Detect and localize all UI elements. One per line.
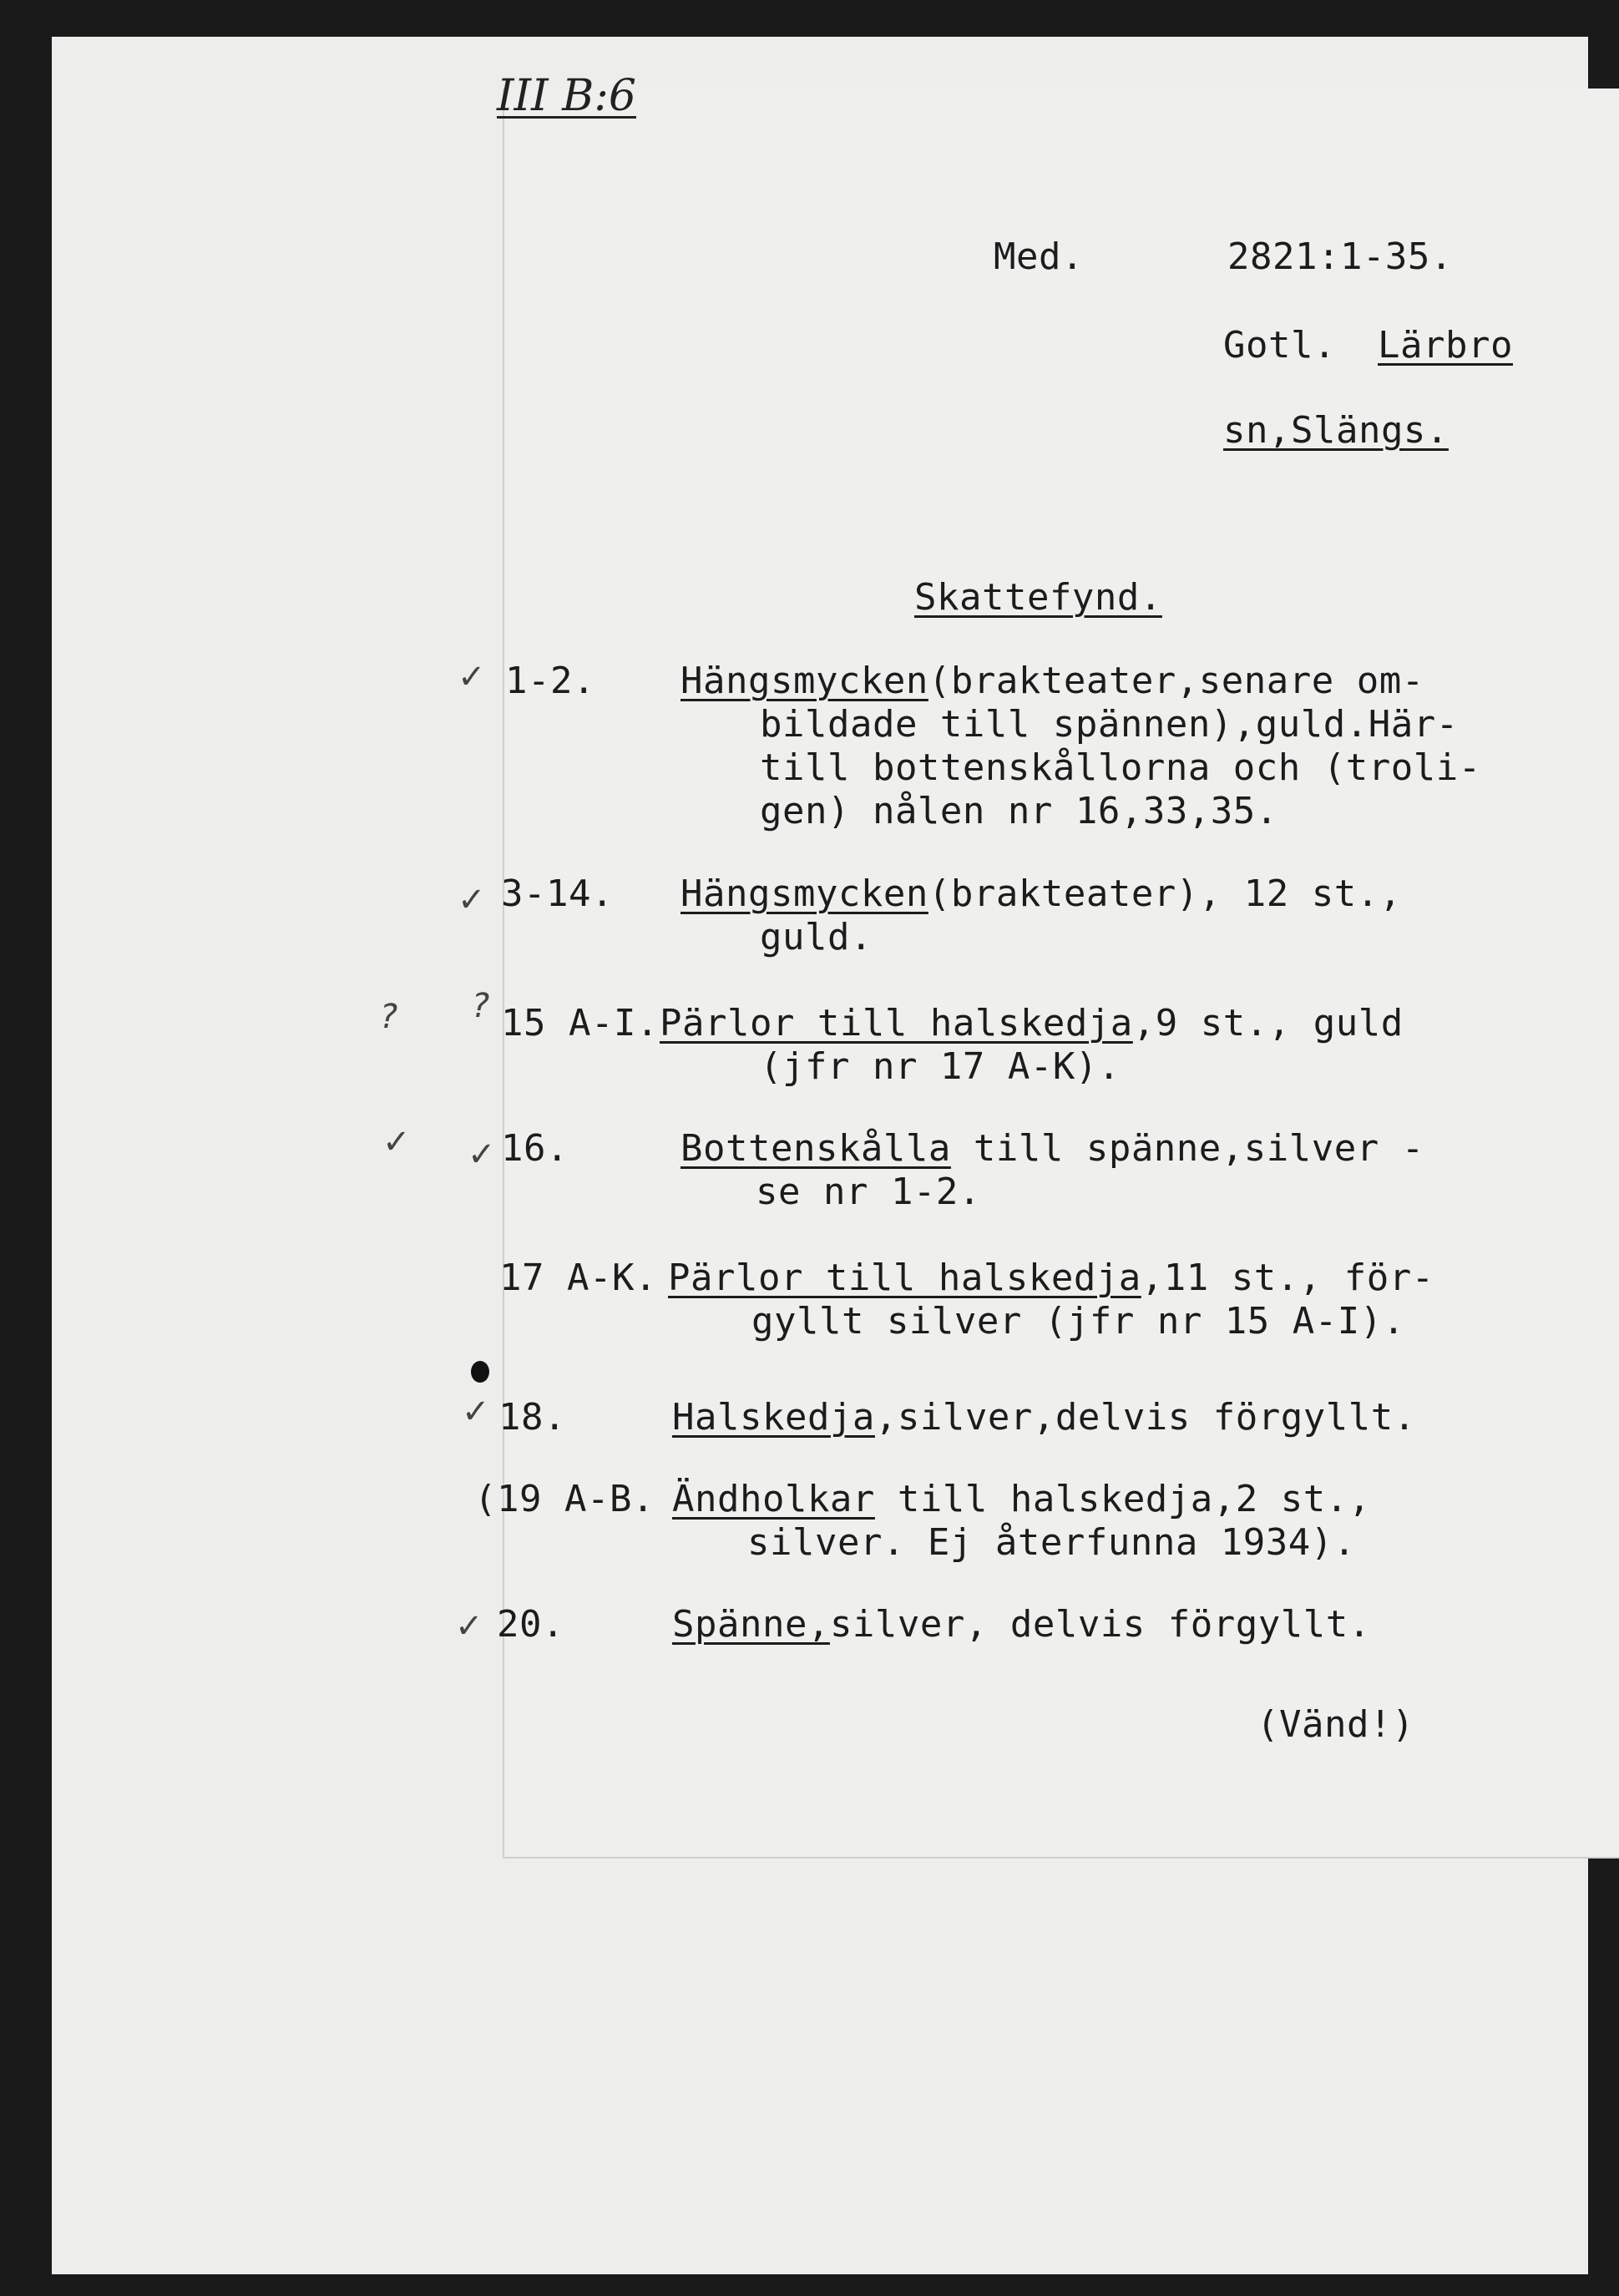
entry-term: Pärlor till halskedja [660, 1002, 1133, 1044]
entry-number: 16. [501, 1127, 569, 1170]
entry-line: silver. Ej återfunna 1934). [747, 1521, 1356, 1564]
entry-line: se nr 1-2. [756, 1171, 981, 1213]
entry-line: till bottenskållorna och (troli- [760, 746, 1481, 789]
entry-text: till halskedja,2 st., [874, 1478, 1371, 1520]
parish-name: Lärbro [1378, 324, 1513, 367]
question-mark-icon: ? [472, 987, 490, 1025]
entry-line [668, 1257, 1434, 1299]
entry-number: 1-2. [505, 660, 595, 702]
catalogue-number: 2821:1-35. [1227, 235, 1453, 278]
find-title: Skattefynd. [914, 576, 1162, 619]
archive-mark: III B:6 [497, 71, 636, 121]
turn-over-note: (Vänd!) [1257, 1703, 1414, 1746]
entry-line: gen) nålen nr 16,33,35. [760, 790, 1278, 832]
entry-line [680, 660, 1424, 702]
entry-text: silver, delvis förgyllt. [829, 1603, 1371, 1646]
collection-label: Med. [994, 235, 1084, 278]
check-mark-icon: ✓ [468, 1135, 496, 1174]
entry-line: bildade till spännen),guld.Här- [760, 703, 1459, 746]
check-mark-icon: ✓ [455, 1607, 483, 1646]
entry-line [660, 1002, 1404, 1044]
farm-name: sn,Slängs. [1223, 409, 1449, 452]
entry-line [672, 1396, 1416, 1439]
entry-text: (brakteater,senare om- [928, 660, 1424, 702]
entry-line: gyllt silver (jfr nr 15 A-I). [751, 1300, 1405, 1343]
entry-number: (19 A-B. [474, 1478, 655, 1520]
entry-line [672, 1603, 1371, 1646]
entry-term: Halskedja [672, 1396, 875, 1439]
check-mark-icon: ✓ [462, 1393, 490, 1431]
entry-line [680, 872, 1402, 915]
entry-number: 20. [497, 1603, 564, 1646]
entry-number: 17 A-K. [499, 1257, 657, 1299]
entry-text: ,silver,delvis förgyllt. [874, 1396, 1416, 1439]
entry-line: (jfr nr 17 A-K). [760, 1045, 1121, 1088]
check-mark-icon: ✓ [458, 658, 486, 696]
entry-line [672, 1478, 1371, 1520]
entry-term: Pärlor till halskedja [668, 1257, 1141, 1299]
parish-sn: sn [1223, 409, 1268, 452]
question-mark-icon: ? [380, 998, 398, 1036]
farm-label: Slängs. [1290, 409, 1449, 452]
entry-number: 15 A-I. [501, 1002, 659, 1044]
entry-term: Bottenskålla [680, 1127, 951, 1170]
entry-line [680, 1127, 1424, 1170]
check-mark-icon: ✓ [382, 1123, 411, 1161]
entry-term: Spänne, [672, 1603, 830, 1646]
entry-line: guld. [760, 916, 873, 958]
entry-text: ,11 st., för- [1141, 1257, 1434, 1299]
province-label: Gotl. [1223, 324, 1336, 367]
entry-term: Ändholkar [672, 1478, 875, 1520]
entry-number: 3-14. [501, 872, 614, 915]
entry-number: 18. [498, 1396, 566, 1439]
entry-text: (brakteater), 12 st., [928, 872, 1402, 915]
entry-text: till spänne,silver - [950, 1127, 1424, 1170]
check-mark-icon: ✓ [458, 881, 486, 919]
entry-text: ,9 st., guld [1132, 1002, 1404, 1044]
ink-dot-icon [471, 1361, 489, 1383]
entry-term: Hängsmycken [680, 660, 928, 702]
entry-term: Hängsmycken [680, 872, 928, 915]
